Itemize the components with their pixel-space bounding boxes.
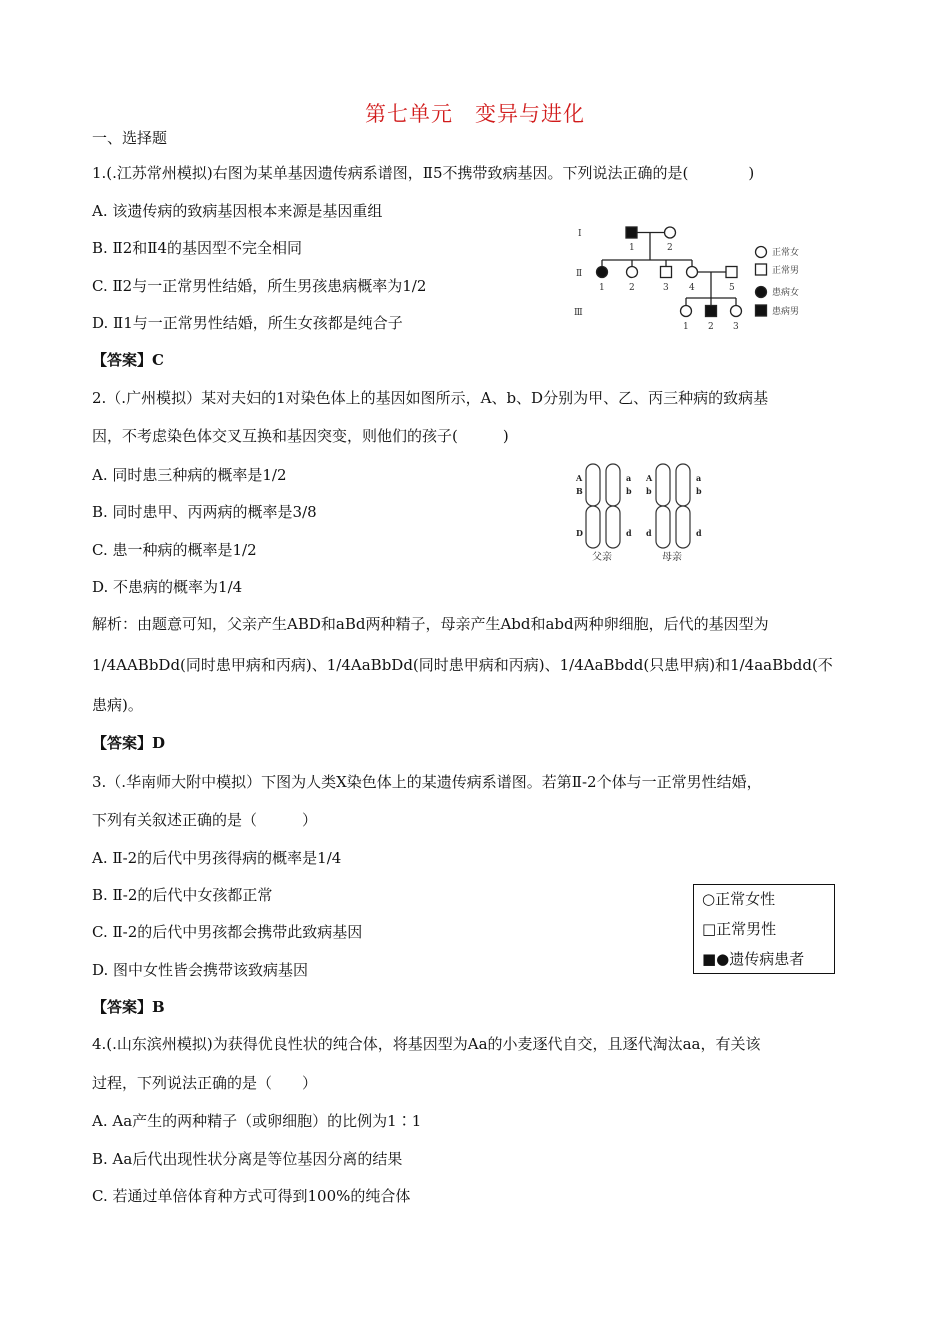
q1-option-d: D. Ⅱ1与一正常男性结婚，所生女孩都是纯合子 — [92, 314, 403, 332]
q4-option-a: A. Aa产生的两种精子（或卵细胞）的比例为1∶1 — [92, 1112, 422, 1130]
svg-text:A: A — [646, 473, 653, 483]
q1-stem: 1.(.江苏常州模拟)右图为某单基因遗传病系谱图，Ⅱ5不携带致病基因。下列说法正确的是( ) — [92, 164, 755, 182]
legend-affected-female: 患病女 — [772, 288, 800, 298]
pedigree-III3-normal-female — [731, 306, 742, 317]
svg-text:b: b — [626, 486, 632, 496]
legend-normal-female: 正常女 — [772, 248, 800, 258]
pedigree-III2-affected-male — [706, 306, 717, 317]
q2-option-a: A. 同时患三种病的概率是1/2 — [92, 466, 287, 484]
pedigree-II3-normal-male — [661, 267, 672, 278]
svg-text:b: b — [696, 486, 702, 496]
q2-option-d: D. 不患病的概率为1/4 — [92, 578, 243, 596]
father-chromosome-right-bottom — [606, 506, 620, 548]
legend-affected-male: 患病男 — [772, 307, 800, 317]
father-chromosome-right-top — [606, 464, 620, 506]
mother-chromosome-left-top — [656, 464, 670, 506]
q2-analysis-line1: 解析：由题意可知，父亲产生ABD和aBd两种精子，母亲产生Abd和abd两种卵细胞，后代的基因型为 — [92, 615, 769, 633]
svg-text:a: a — [696, 473, 702, 483]
q3-legend-box — [693, 884, 835, 974]
q1-option-a: A. 该遗传病的致病基因根本来源是基因重组 — [92, 202, 383, 220]
mother-label: 母亲 — [662, 552, 682, 563]
q3-stem-line2: 下列有关叙述正确的是（ ） — [92, 811, 318, 829]
svg-text:B: B — [576, 486, 583, 496]
q4-stem-line1: 4.(.山东滨州模拟)为获得优良性状的纯合体，将基因型为Aa的小麦逐代自交，且逐代淘汰aa，有关该 — [92, 1035, 761, 1053]
svg-text:a: a — [626, 473, 632, 483]
q4-stem-line2: 过程，下列说法正确的是（ ） — [92, 1074, 318, 1092]
svg-text:d: d — [696, 528, 702, 538]
gen-II-label: Ⅱ — [576, 269, 583, 279]
svg-text:2: 2 — [708, 322, 714, 332]
page-title: 第七单元 变异与进化 — [365, 102, 585, 126]
pedigree-II2-normal-female — [627, 267, 638, 278]
pedigree-I2-normal-female — [665, 227, 676, 238]
q2-option-b: B. 同时患甲、丙两病的概率是3/8 — [92, 503, 317, 521]
svg-text:1: 1 — [599, 283, 605, 293]
svg-text:D: D — [576, 528, 583, 538]
q2-chromosome-figure — [572, 460, 717, 565]
gen-III-label: Ⅲ — [574, 308, 583, 318]
legend-normal-male: 正常男 — [772, 266, 800, 276]
q3-option-d: D. 图中女性皆会携带该致病基因 — [92, 961, 309, 979]
q4-option-c: C. 若通过单倍体育种方式可得到100%的纯合体 — [92, 1187, 411, 1205]
q3-option-a: A. Ⅱ-2的后代中男孩得病的概率是1/4 — [92, 849, 342, 867]
q2-stem-line1: 2.（.广州模拟）某对夫妇的1对染色体上的基因如图所示，A、b、D分别为甲、乙、丙三种病的致病基 — [92, 389, 769, 407]
svg-text:2: 2 — [667, 243, 673, 253]
q2-option-c: C. 患一种病的概率是1/2 — [92, 541, 257, 559]
svg-text:d: d — [646, 528, 652, 538]
svg-text:1: 1 — [629, 243, 635, 253]
q2-analysis-line3: 患病)。 — [92, 696, 143, 714]
svg-text:2: 2 — [629, 283, 635, 293]
q2-stem-line2: 因，不考虑染色体交叉互换和基因突变，则他们的孩子( ) — [92, 427, 509, 445]
q3-option-c: C. Ⅱ-2的后代中男孩都会携带此致病基因 — [92, 923, 363, 941]
q1-answer: 【答案】C — [92, 351, 164, 369]
father-chromosome-left-top — [586, 464, 600, 506]
svg-text:1: 1 — [683, 322, 689, 332]
mother-chromosome-right-bottom — [676, 506, 690, 548]
q1-option-c: C. Ⅱ2与一正常男性结婚，所生男孩患病概率为1/2 — [92, 277, 427, 295]
q1-pedigree-figure — [570, 222, 820, 342]
pedigree-II1-affected-female — [597, 267, 608, 278]
svg-text:3: 3 — [663, 283, 669, 293]
svg-text:4: 4 — [689, 283, 695, 293]
q1-option-b: B. Ⅱ2和Ⅱ4的基因型不完全相同 — [92, 239, 303, 257]
legend-normal-male-label: □正常男性 — [702, 920, 777, 938]
mother-chromosome-left-bottom — [656, 506, 670, 548]
legend-normal-female-label: ○正常女性 — [702, 890, 776, 908]
q3-answer: 【答案】B — [92, 998, 165, 1016]
pedigree-III1-normal-female — [681, 306, 692, 317]
section-heading: 一、选择题 — [92, 129, 168, 147]
q3-stem-line1: 3.（.华南师大附中模拟）下图为人类X染色体上的某遗传病系谱图。若第Ⅱ-2个体与一正常男性结婚， — [92, 773, 762, 791]
svg-text:d: d — [626, 528, 632, 538]
svg-text:3: 3 — [733, 322, 739, 332]
q3-option-b: B. Ⅱ-2的后代中女孩都正常 — [92, 886, 273, 904]
svg-text:b: b — [646, 486, 652, 496]
q2-analysis-line2: 1/4AABbDd(同时患甲病和丙病)、1/4AaBbDd(同时患甲病和丙病)、1/4AaBbdd(只患甲病)和1/4aaBbdd(不 — [92, 656, 833, 674]
svg-text:A: A — [576, 473, 583, 483]
father-chromosome-left-bottom — [586, 506, 600, 548]
pedigree-II4-normal-female — [687, 267, 698, 278]
legend-patient-label: ■●遗传病患者 — [702, 950, 805, 968]
q4-option-b: B. Aa后代出现性状分离是等位基因分离的结果 — [92, 1150, 403, 1168]
gen-I-label: Ⅰ — [578, 229, 582, 239]
q2-answer: 【答案】D — [92, 734, 166, 752]
father-label: 父亲 — [592, 552, 612, 563]
pedigree-I1-affected-male — [626, 227, 637, 238]
mother-chromosome-right-top — [676, 464, 690, 506]
svg-text:5: 5 — [729, 283, 735, 293]
pedigree-II5-normal-male — [726, 267, 737, 278]
